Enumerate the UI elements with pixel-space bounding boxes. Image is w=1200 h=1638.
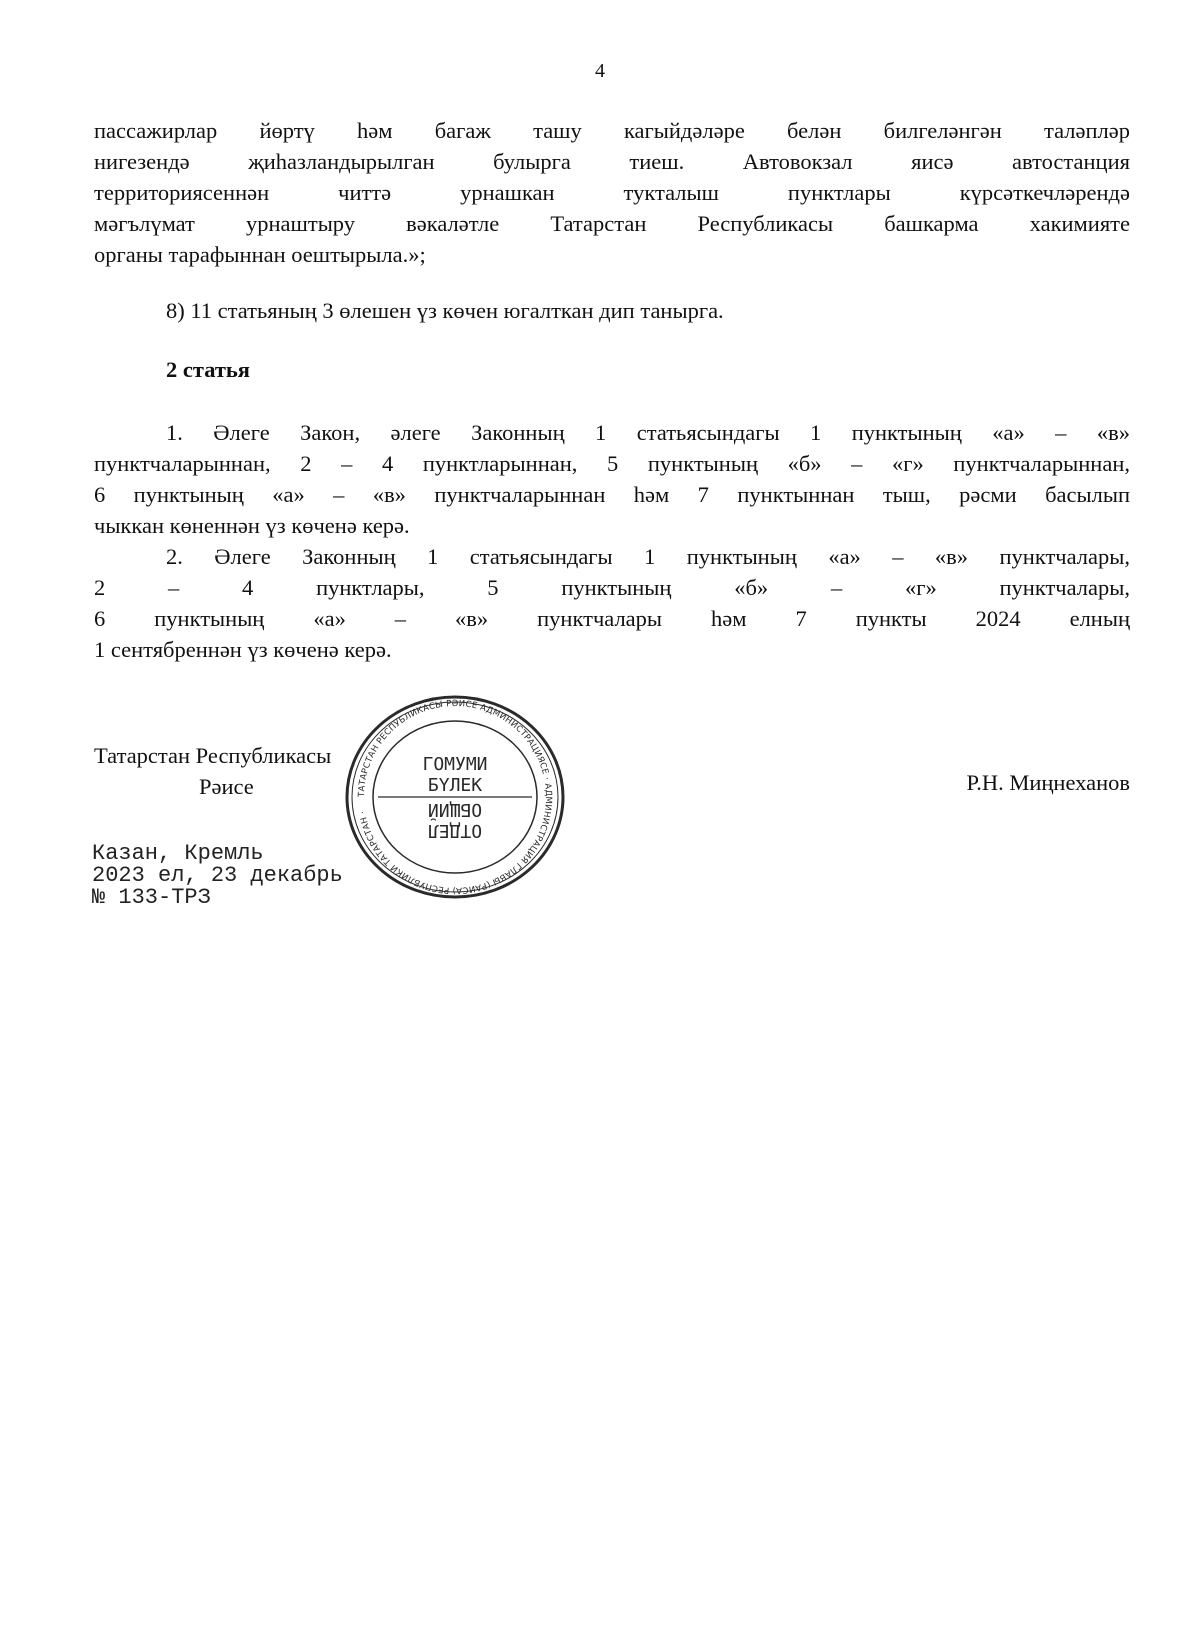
signatory-name: Р.Н. Миңнеханов [966,770,1130,795]
point-1-line: пунктчаларыннан, 2 – 4 пунктларыннан, 5 пунктының «б» – «г» пунктчаларыннан, [94,451,1130,476]
paragraph-line: нигезендә җиһазландырылган булырга тиеш. Автовокзал яисә автостанция [94,149,1130,174]
point-2-line: 6 пунктының «а» – «в» пунктчалары һәм 7 пункты 2024 елның [94,606,1130,631]
place-date-number [92,843,343,909]
point-1-first-line: 1. Әлеге Закон, әлеге Законның 1 статьясындагы 1 пунктының «а» – «в» [166,420,1130,445]
point-2-line: 1 сентябреннән үз көченә керә. [94,637,392,662]
paragraph-line: пассажирлар йөртү һәм багаж ташу кагыйдәләре белән билгеләнгән таләпләр [94,118,1130,143]
official-seal [340,690,570,905]
seal-top-line1: ГОМУМИ [422,754,488,775]
point-2 [94,541,1130,665]
article-2-heading: 2 статья [166,357,250,382]
point-1-line: чыккан көненнән үз көченә керә. [94,513,410,538]
seal-top-line2: БҮЛЕК [427,775,483,796]
signatory-title-line2: Рәисе [199,774,254,799]
seal-bottom-line2: ОБЩИЙ [427,799,483,820]
signatory-title [94,740,331,802]
signatory-title-line1: Татарстан Республикасы [94,743,332,768]
point-2-line: 2 – 4 пунктлары, 5 пунктының «б» – «г» пунктчалары, [94,575,1130,600]
point-1 [94,417,1130,541]
date: 2023 ел, 23 декабрь [92,863,343,888]
paragraph-line: органы тарафыннан оештырыла.»; [94,242,426,267]
seal-ring-text: ТАТАРСТАН РЕСПУБЛИКАСЫ РӘИСЕ АДМИНИСТРАЦИЯСЕ · АДМИНИСТРАЦИЯ ГЛАВЫ (РАИСА) РЕСПУБЛИКИ ТАТАРСТАН · [356,698,554,896]
article-heading [94,354,1130,385]
place: Казан, Кремль [92,841,264,866]
law-number: № 133-ТРЗ [92,885,211,910]
item-8 [94,295,1130,326]
seal-bottom-line1: ОТДЕЛ [427,820,483,841]
paragraph-line: мәгълүмат урнаштыру вәкаләтле Татарстан Республикасы башкарма хакимияте [94,211,1130,236]
point-1-line: 6 пунктының «а» – «в» пунктчаларыннан һәм 7 пунктыннан тыш, рәсми басылып [94,482,1130,507]
paragraph-line: территориясеннән читтә урнашкан тукталыш пунктлары күрсәткечләрендә [94,180,1130,205]
item-8-text: 8) 11 статьяның 3 өлешен үз көчен югалткан дип танырга. [166,298,724,323]
seal-inverted-group [428,799,482,841]
point-2-first-line: 2. Әлеге Законның 1 статьясындагы 1 пунктының «а» – «в» пунктчалары, [166,544,1130,569]
page-number: 4 [595,60,605,82]
paragraph-continuation [94,115,1130,270]
